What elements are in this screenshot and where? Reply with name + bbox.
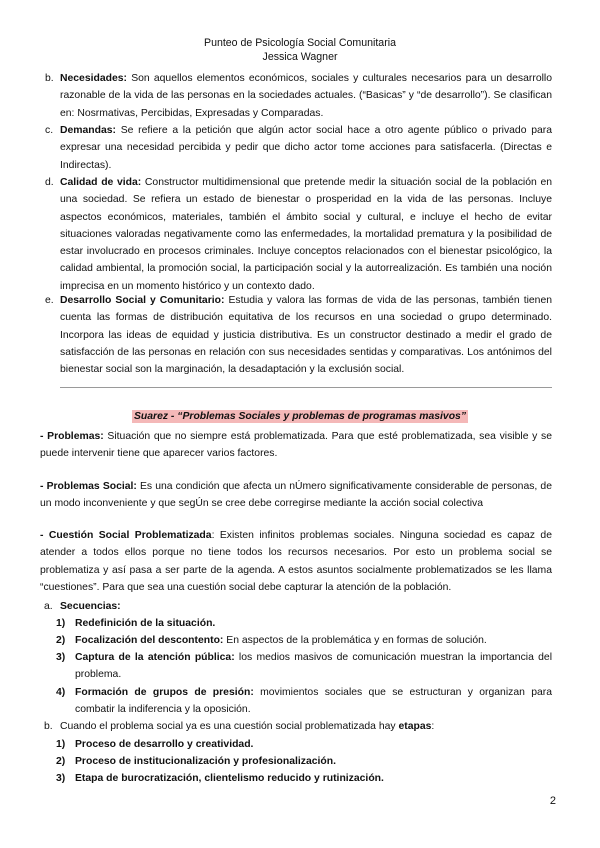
definition-term: Necesidades: [60,73,127,84]
item-text: movimientos sociales que se estructuran y organizan para combatir la indiferencia y la oposición. [75,687,552,716]
etapas-intro [60,718,552,735]
definition-text: Son aquellos elementos económicos, sociales y culturales necesarios para un desarrollo razonable de la vida de las personas en la sociedades actuales. (“Basicas” y “de desarrollo”). Se clasifican en: Nosrmativas, Percibidas, Expresadas y Comparadas. [60,73,552,119]
item-number: 2) [56,635,66,646]
etapas-text: Cuando el problema social ya es una cuestión social problematizada hay [60,721,399,732]
horizontal-divider [60,387,552,388]
item-text: En aspectos de la problemática y en formas de solución. [223,635,487,646]
section-title-wrap [0,410,600,424]
definition-text: Se refiere a la petición que algún actor social hace a otro agente público o privado para expresar una necesidad percibida y pedir que dicho actor tome acciones para satisfacerla. (Directas e Indirectas). [60,125,552,171]
paragraph-text: : Existen infinitos problemas sociales. Ninguna sociedad es capaz de atender a todos ellos porque no tiene todos los recursos necesarios. Por esto un problema social se problematiza y así pasa a ser parte de la agenda. A estos asuntos socialmente problematizados se les llama “cuestiones”. Para que sea una cuestión social debe capturar la atención de la población. [40,530,552,593]
list-marker: c. [45,125,54,136]
etapa-item: Etapa de burocratización, clientelismo reducido y rutinización. [75,773,384,784]
paragraph-term: Cuestión Social Problematizada [48,530,212,541]
paragraph-term: Problemas: [47,431,104,442]
secuencia-item [75,649,552,684]
definition-term: Calidad de vida: [60,177,142,188]
paragraph-term: Problemas Social: [46,481,137,492]
list-marker: b. [45,73,54,84]
paragraph-text: Situación que no siempre está problematizada. Para que esté problematizada, sea visible y se puede intervenir tiene que aparecer varios factores. [40,431,552,460]
definition-necesidades [60,70,552,122]
list-marker: b. [44,721,53,732]
item-term: Redefinición de la situación. [75,618,216,629]
item-number: 2) [56,756,66,767]
header-author: Jessica Wagner [262,51,338,63]
item-term: Formación de grupos de presión: [75,687,254,698]
section-title: Suarez - “Problemas Sociales y problemas de programas masivos” [133,411,467,422]
item-term: Focalización del descontento: [75,635,224,646]
item-number: 3) [56,773,66,784]
item-number: 4) [56,687,66,698]
paragraph-cuestion-social [40,527,552,596]
etapa-item: Proceso de institucionalización y profesionalización. [75,756,336,767]
dash: - [40,530,49,541]
definition-text: Constructor multidimensional que pretende medir la situación social de la población en una sociedad. Se refiera un estado de bienestar o prosperidad en la vida de las personas. Incluye aspectos económicos, materiales, también el ámbito social y cultural, e incluye el hecho de evitar situaciones valoradas negativamente como las enfermedades, la mortalidad prematura y la posibilidad de estar involucrado en procesos criminales. Incluye conceptos relacionados con el bienestar psicológico, la calidad ambiental, la promoción social, la participación social y la autorrealización. Es también una noción imprecisa en un momento histórico y un contexto dado. [60,177,553,292]
list-marker: a. [44,601,53,612]
definition-text: Estudia y valora las formas de vida de las personas, también tienen cuenta las formas de distribución equitativa de los recursos en una sociedad o grupo determinado. Incorpora las ideas de equidad y justicia distributiva. Es un constructor destinado a medir el grado de satisfacción de las personas en relación con sus necesidades sentidas y comparativas. Los antónimos del bienestar social son la marginación, la desadaptación y la exclusión social. [60,295,553,376]
page-number: 2 [549,795,556,807]
definition-term: Demandas: [60,125,117,136]
list-marker: e. [45,295,54,306]
etapas-tail: : [431,721,435,732]
item-number: 3) [56,652,66,663]
dash: - [40,481,47,492]
item-number: 1) [56,739,66,750]
dash: - [40,431,48,442]
definition-term: Desarrollo Social y Comunitario: [60,295,225,306]
secuencia-item [75,684,552,719]
definition-calidad-de-vida [60,174,552,295]
secuencia-item [75,632,552,649]
definition-desarrollo-social [60,292,552,378]
item-text: los medios masivos de comunicación muestran la importancia del problema. [75,652,552,681]
secuencias-label: Secuencias: [60,601,121,612]
paragraph-text: Es una condición que afecta un nÚmero significativamente considerable de personas, de un modo inconveniente y que segÚn se cree debe corregirse mediante la acción social colectiva [40,481,552,510]
etapa-item: Proceso de desarrollo y creatividad. [75,739,254,750]
list-marker: d. [45,177,54,188]
secuencia-item [75,615,552,632]
page-header [0,36,600,64]
item-term: Captura de la atención pública: [75,652,235,663]
paragraph-problemas-sociales [40,478,552,513]
item-number: 1) [56,618,66,629]
header-title: Punteo de Psicología Social Comunitaria [204,37,396,49]
paragraph-problemas [40,428,552,463]
etapas-bold: etapas [398,721,432,732]
definition-demandas [60,122,552,174]
